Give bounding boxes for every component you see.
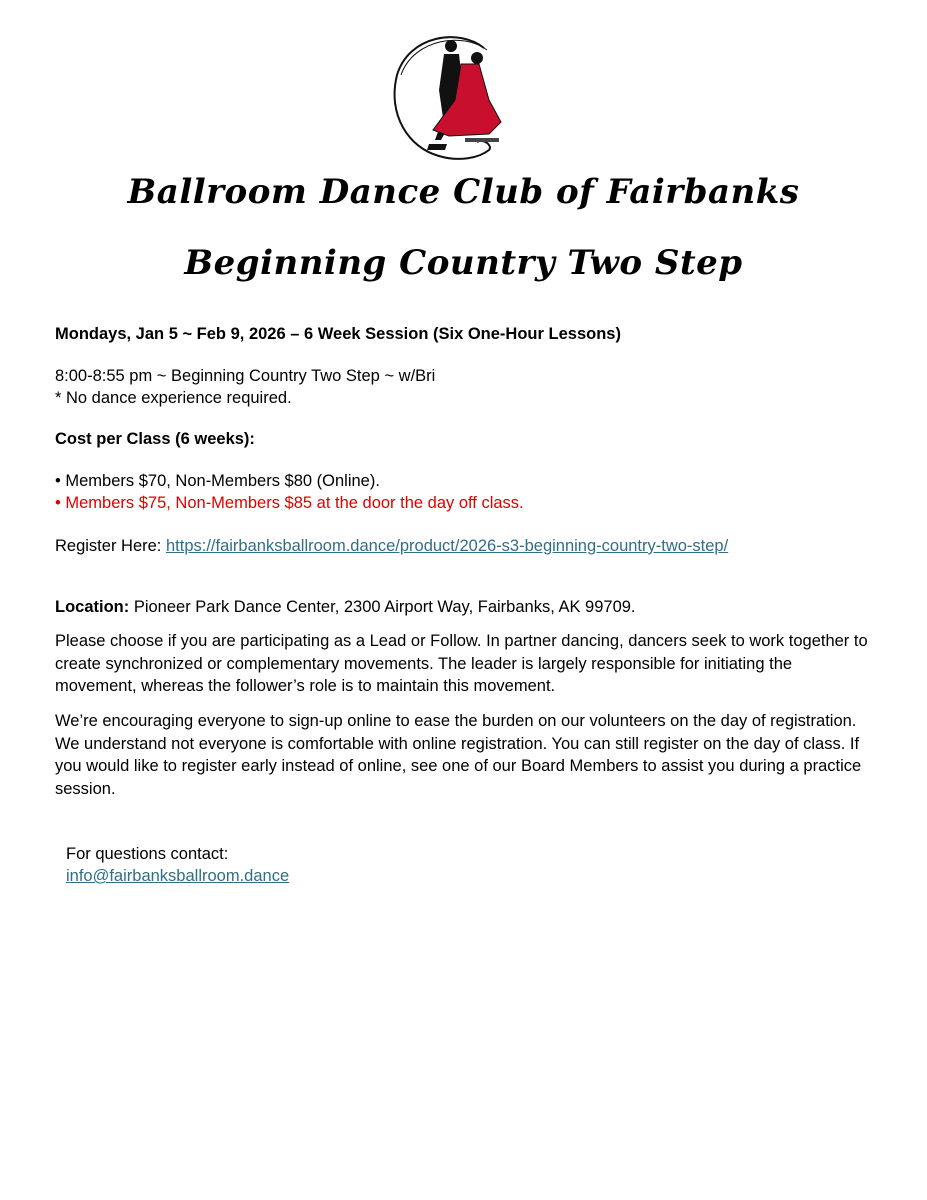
register-link[interactable]: https://fairbanksballroom.dance/product/2026-s3-beginning-country-two-step/ [165,537,729,555]
location-line [55,596,636,619]
contact-email-link[interactable]: info@fairbanksballroom.dance [66,867,290,885]
bullet-icon: • [55,494,61,512]
cost-heading: Cost per Class (6 weeks): [55,430,255,448]
location-label: Location: [55,598,130,616]
bullet-icon: • [55,472,61,490]
contact-email-line [66,865,289,888]
session-dates: Mondays, Jan 5 ~ Feb 9, 2026 – 6 Week Session (Six One-Hour Lessons) [55,325,621,343]
ballroom-dancers-icon [389,30,509,162]
register-label: Register Here: [55,537,166,555]
cost-item-text: Members $70, Non-Members $80 (Online). [65,472,380,490]
cost-item-door [55,492,524,515]
register-line [55,535,728,558]
logo [389,30,509,162]
location-value: Pioneer Park Dance Center, 2300 Airport Way, Fairbanks, AK 99709. [129,598,636,616]
club-name: Ballroom Dance Club of Fairbanks [127,172,800,212]
class-title: Beginning Country Two Step [184,243,743,283]
cost-item-online [55,470,380,493]
lead-follow-paragraph: Please choose if you are participating as a Lead or Follow. In partner dancing, dancers seek to work together to create synchronized or complementary movements. The leader is largely responsible for initiating the movement, whereas the follower’s role is to maintain this movement. [55,632,868,695]
online-registration-paragraph: We’re encouraging everyone to sign-up online to ease the burden on our volunteers on the day of registration. We understand not everyone is comfortable with online registration. You can still register on the day of class. If you would like to register early instead of online, see one of our Board Members to assist you during a practice session. [55,712,862,798]
cost-item-text: Members $75, Non-Members $85 at the door the day off class. [65,494,524,512]
experience-note: * No dance experience required. [55,389,292,407]
session-time: 8:00-8:55 pm ~ Beginning Country Two Step ~ w/Bri [55,367,436,385]
contact-label: For questions contact: [66,845,229,863]
